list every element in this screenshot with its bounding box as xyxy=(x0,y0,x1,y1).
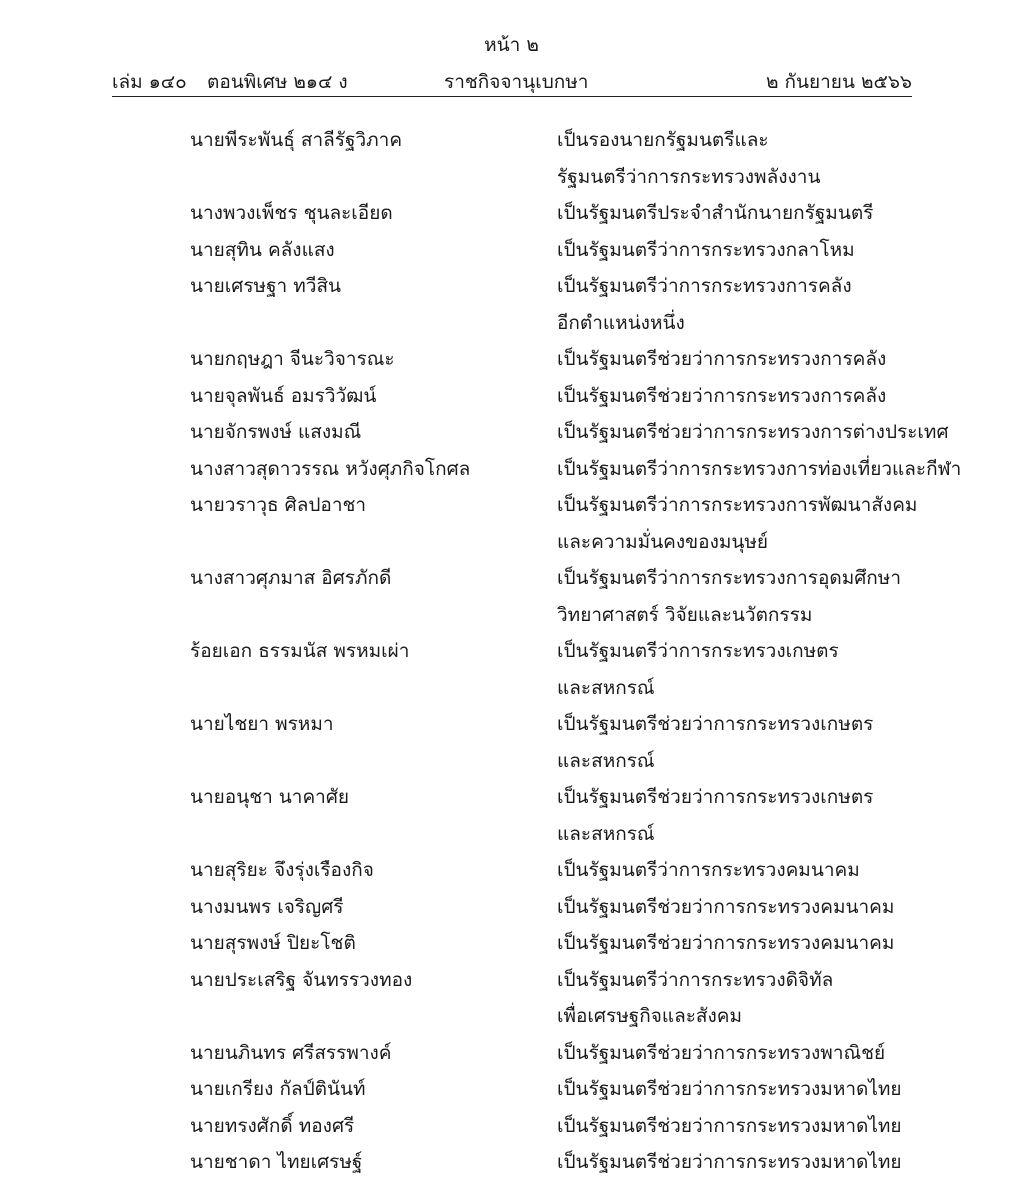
position-line: เป็นรัฐมนตรีช่วยว่าการกระทรวงการต่างประเทศ xyxy=(557,421,949,443)
minister-position xyxy=(557,195,1007,232)
minister-position xyxy=(557,378,1007,415)
header-volume: เล่ม ๑๔๐ xyxy=(112,71,187,93)
roster-entry xyxy=(0,560,1023,633)
position-line: เป็นรัฐมนตรีช่วยว่าการกระทรวงคมนาคม xyxy=(557,932,895,954)
position-line: เป็นรัฐมนตรีประจำสำนักนายกรัฐมนตรี xyxy=(557,202,874,224)
roster-entry xyxy=(0,962,1023,1035)
minister-position xyxy=(557,560,1007,633)
minister-position xyxy=(557,633,1007,706)
position-line: เป็นรัฐมนตรีว่าการกระทรวงคมนาคม xyxy=(557,859,860,881)
roster-entry xyxy=(0,195,1023,232)
minister-position xyxy=(557,341,1007,378)
minister-name: นางสาวศุภมาส อิศรภักดี xyxy=(190,567,392,589)
roster-entry xyxy=(0,889,1023,926)
roster-entry xyxy=(0,341,1023,378)
roster-entry xyxy=(0,706,1023,779)
minister-position xyxy=(557,889,1007,926)
position-line: เป็นรัฐมนตรีช่วยว่าการกระทรวงการคลัง xyxy=(557,348,887,370)
roster-entry xyxy=(0,122,1023,195)
position-line: เป็นรัฐมนตรีช่วยว่าการกระทรวงการคลัง xyxy=(557,384,887,407)
position-line: เป็นรัฐมนตรีว่าการกระทรวงการคลัง xyxy=(557,275,852,297)
position-line: เป็นรัฐมนตรีว่าการกระทรวงเกษตร xyxy=(557,640,839,662)
position-line: เป็นรัฐมนตรีช่วยว่าการกระทรวงพาณิชย์ xyxy=(557,1041,886,1064)
minister-position xyxy=(557,779,1007,852)
position-line: เป็นรองนายกรัฐมนตรีและ xyxy=(557,129,769,151)
minister-name: นายไชยา พรหมา xyxy=(190,713,334,735)
minister-position xyxy=(557,852,1007,889)
position-line: เป็นรัฐมนตรีช่วยว่าการกระทรวงเกษตร xyxy=(557,786,874,808)
page-number: หน้า ๒ xyxy=(484,34,539,56)
roster-entry xyxy=(0,268,1023,341)
minister-name: นายสุรพงษ์ ปิยะโชติ xyxy=(190,932,356,954)
minister-name: นางสาวสุดาวรรณ หวังศุภกิจโกศล xyxy=(190,457,471,480)
position-line: และความมั่นคงของมนุษย์ xyxy=(557,530,769,553)
roster-entry xyxy=(0,779,1023,852)
minister-name: นายสุริยะ จึงรุ่งเรืองกิจ xyxy=(190,859,374,881)
roster-entry xyxy=(0,1071,1023,1108)
position-line: รัฐมนตรีว่าการกระทรวงพลังงาน xyxy=(557,165,821,188)
minister-position xyxy=(557,268,1007,341)
minister-position xyxy=(557,1108,1007,1145)
minister-name: นายประเสริฐ จันทรรวงทอง xyxy=(190,968,413,991)
minister-position xyxy=(557,1071,1007,1108)
minister-position xyxy=(557,451,1007,488)
minister-position xyxy=(557,122,1007,195)
position-line: เป็นรัฐมนตรีช่วยว่าการกระทรวงคมนาคม xyxy=(557,895,895,918)
minister-name: นายเศรษฐา ทวีสิน xyxy=(190,275,342,297)
minister-name: นางพวงเพ็ชร ชุนละเอียด xyxy=(190,202,393,224)
position-line: เป็นรัฐมนตรีช่วยว่าการกระทรวงมหาดไทย xyxy=(557,1114,902,1137)
minister-name: นายจุลพันธ์ อมรวิวัฒน์ xyxy=(190,384,377,407)
gazette-header xyxy=(112,68,912,97)
position-line: เป็นรัฐมนตรีช่วยว่าการกระทรวงมหาดไทย xyxy=(557,1151,902,1173)
minister-position xyxy=(557,1035,1007,1072)
position-line: อีกตำแหน่งหนึ่ง xyxy=(557,311,685,334)
minister-position xyxy=(557,1144,1007,1181)
minister-name: นายอนุชา นาคาศัย xyxy=(190,786,350,808)
position-line: เป็นรัฐมนตรีว่าการกระทรวงการอุดมศึกษา xyxy=(557,567,902,589)
header-issue: ตอนพิเศษ ๒๑๔ ง xyxy=(207,71,348,93)
roster-entry xyxy=(0,378,1023,415)
roster-entry xyxy=(0,451,1023,488)
position-line: เพื่อเศรษฐกิจและสังคม xyxy=(557,1005,743,1027)
roster-entry xyxy=(0,852,1023,889)
position-line: เป็นรัฐมนตรีช่วยว่าการกระทรวงเกษตร xyxy=(557,713,874,735)
header-date: ๒ กันยายน ๒๕๖๖ xyxy=(765,71,912,93)
minister-position xyxy=(557,487,1007,560)
roster-entry xyxy=(0,633,1023,706)
position-line: เป็นรัฐมนตรีว่าการกระทรวงกลาโหม xyxy=(557,238,855,261)
position-line: เป็นรัฐมนตรีว่าการกระทรวงดิจิทัล xyxy=(557,968,834,991)
minister-name: นายสุทิน คลังแสง xyxy=(190,238,335,261)
minister-name: นายทรงศักดิ์ ทองศรี xyxy=(190,1114,355,1137)
minister-name: นายนภินทร ศรีสรรพางค์ xyxy=(190,1041,392,1064)
minister-position xyxy=(557,232,1007,269)
minister-position xyxy=(557,414,1007,451)
minister-name: ร้อยเอก ธรรมนัส พรหมเผ่า xyxy=(190,640,410,662)
position-line: และสหกรณ์ xyxy=(557,749,655,772)
position-line: เป็นรัฐมนตรีว่าการกระทรวงการพัฒนาสังคม xyxy=(557,494,918,516)
roster-entry xyxy=(0,1035,1023,1072)
roster-entry xyxy=(0,1144,1023,1181)
minister-position xyxy=(557,706,1007,779)
minister-name: นายจักรพงษ์ แสงมณี xyxy=(190,421,362,443)
roster-entry xyxy=(0,1108,1023,1145)
position-line: และสหกรณ์ xyxy=(557,822,655,845)
minister-name: นายวราวุธ ศิลปอาชา xyxy=(190,494,367,516)
position-line: และสหกรณ์ xyxy=(557,676,655,699)
roster-entry xyxy=(0,414,1023,451)
minister-name: นายเกรียง กัลป์ตินันท์ xyxy=(190,1078,366,1100)
header-section: ราชกิจจานุเบกษา xyxy=(444,71,589,93)
position-line: เป็นรัฐมนตรีว่าการกระทรวงการท่องเที่ยวและกีฬา xyxy=(557,457,962,480)
roster-entry xyxy=(0,487,1023,560)
minister-name: นางมนพร เจริญศรี xyxy=(190,895,344,918)
minister-position xyxy=(557,925,1007,962)
minister-name: นายชาดา ไทยเศรษฐ์ xyxy=(190,1151,363,1173)
position-line: เป็นรัฐมนตรีช่วยว่าการกระทรวงมหาดไทย xyxy=(557,1078,902,1100)
roster-entry xyxy=(0,232,1023,269)
minister-name: นายพีระพันธุ์ สาลีรัฐวิภาค xyxy=(190,129,403,151)
minister-name: นายกฤษฎา จีนะวิจารณะ xyxy=(190,348,395,370)
minister-position xyxy=(557,962,1007,1035)
roster-entry xyxy=(0,925,1023,962)
position-line: วิทยาศาสตร์ วิจัยและนวัตกรรม xyxy=(557,603,813,626)
minister-roster xyxy=(0,122,1023,1181)
